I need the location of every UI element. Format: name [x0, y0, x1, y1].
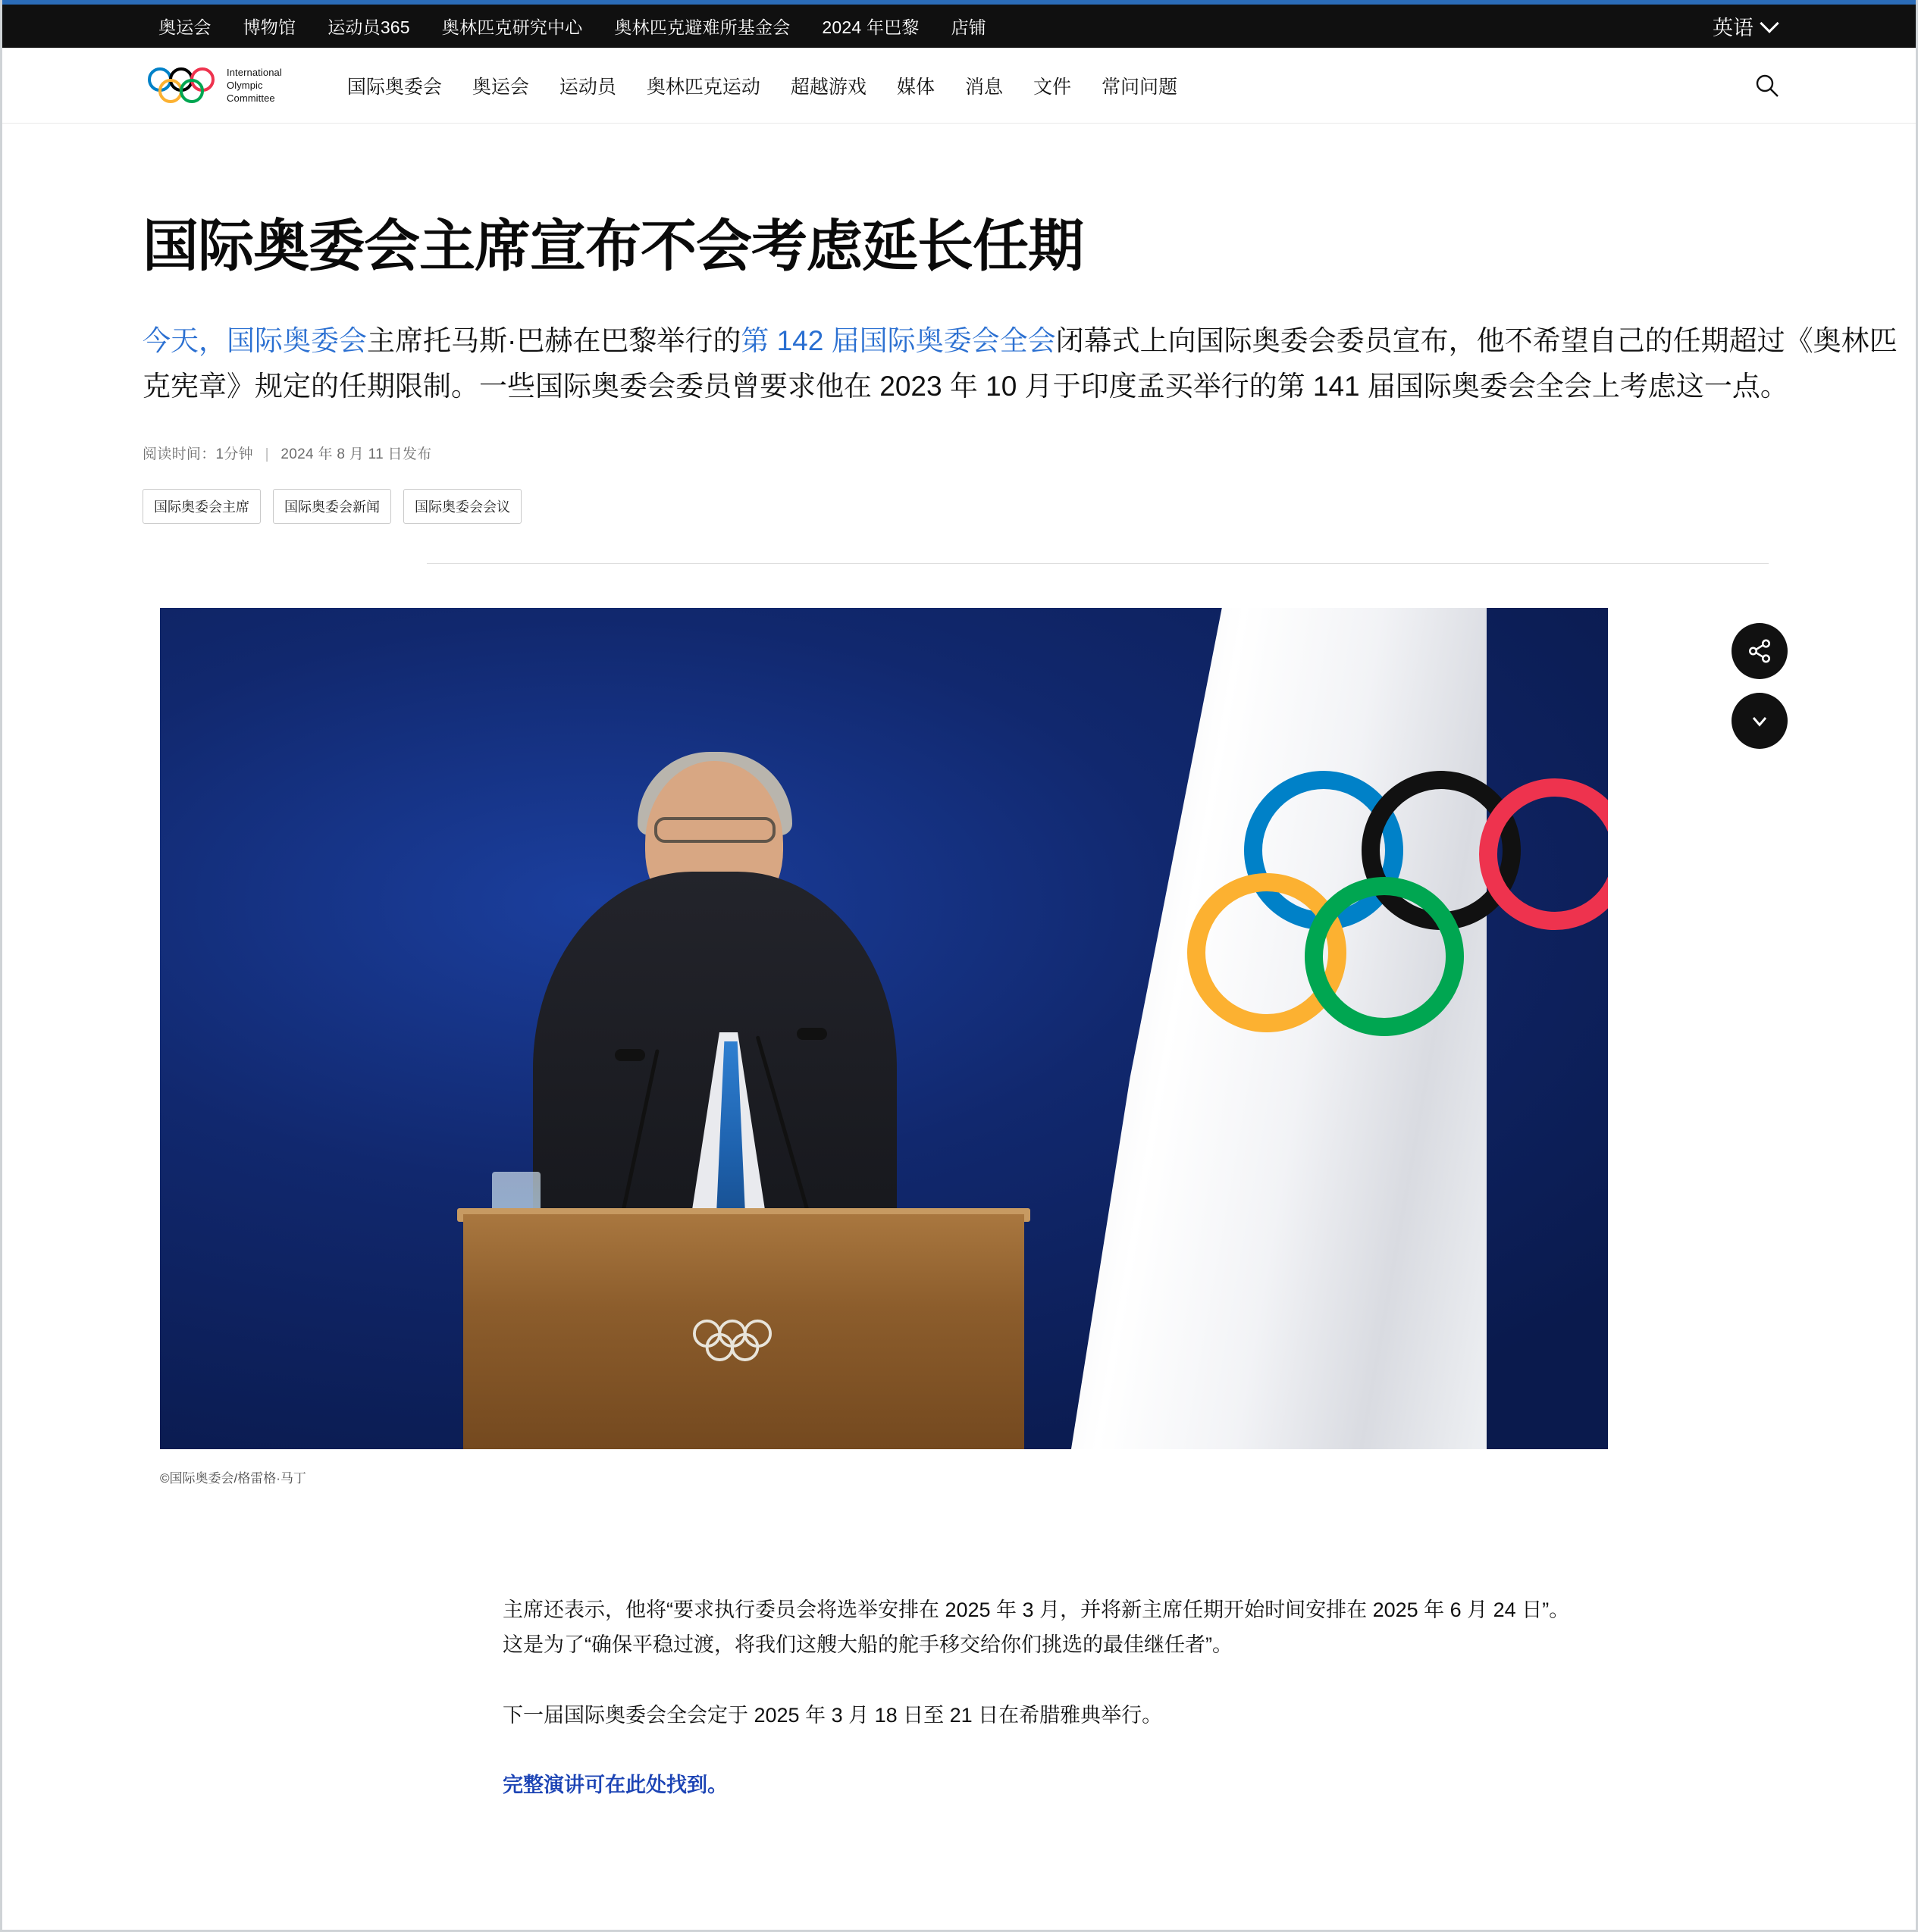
section-divider — [427, 563, 1769, 564]
chevron-down-icon — [1747, 709, 1772, 733]
language-selector[interactable] — [1713, 11, 1890, 41]
article-standfirst — [2, 318, 1918, 409]
utility-link-athlete365[interactable]: 运动员365 — [328, 17, 410, 37]
utility-bar — [2, 5, 1916, 48]
nav-item-olympic-movement[interactable]: 奥林匹克运动 — [646, 76, 760, 98]
reading-time: 阅读时间：1分钟 — [143, 446, 253, 462]
nav-item-athletes[interactable]: 运动员 — [559, 76, 616, 98]
microphone-head-right — [797, 1028, 827, 1040]
utility-link-olympics[interactable]: 奥运会 — [158, 17, 212, 37]
flag-ring-green — [1305, 877, 1464, 1036]
standfirst-link-session[interactable]: 第 142 届国际奥委会全会 — [741, 324, 1056, 356]
nav-item-faq[interactable]: 常问问题 — [1101, 76, 1177, 98]
olympic-rings-icon — [146, 66, 216, 105]
body-paragraph-3 — [503, 1768, 1587, 1802]
standfirst-link-today[interactable]: 今天， — [143, 324, 227, 356]
figure-glasses — [654, 817, 776, 843]
share-button[interactable] — [1732, 623, 1788, 679]
image-credit: ©国际奥委会/格雷格·马丁 — [160, 1470, 306, 1486]
nav-item-news[interactable]: 消息 — [964, 76, 1003, 98]
utility-links — [154, 11, 991, 42]
nav-item-ioc[interactable]: 国际奥委会 — [346, 76, 442, 98]
language-label: 英语 — [1713, 17, 1753, 39]
standfirst-link-ioc[interactable]: 国际奥委会 — [227, 324, 367, 356]
utility-link-paris-2024[interactable]: 2024 年巴黎 — [822, 17, 920, 37]
utility-link-refuge-foundation[interactable]: 奥林匹克避难所基金会 — [614, 17, 791, 37]
body-paragraph-1: 主席还表示，他将“要求执行委员会将选举安排在 2025 年 3 月，并将新主席任期开始时间安排在 2025 年 6 月 24 日”。这是为了“确保平稳过渡，将我们这艘大船的舵手移交给你们挑选的最佳继任者”。 — [503, 1598, 1570, 1657]
article-body — [2, 1592, 1918, 1803]
ioc-logo[interactable] — [146, 66, 282, 105]
nav-item-beyond-the-games[interactable]: 超越游戏 — [790, 76, 867, 98]
brand-line-2: Olympic — [227, 79, 263, 91]
tag-ioc-news[interactable]: 国际奥委会新闻 — [273, 489, 391, 524]
podium-olympic-rings-icon — [660, 1317, 804, 1364]
tag-ioc-session[interactable]: 国际奥委会会议 — [403, 489, 522, 524]
article-meta — [2, 443, 1918, 463]
tag-ioc-president[interactable]: 国际奥委会主席 — [143, 489, 261, 524]
meta-separator: | — [265, 446, 269, 462]
tag-list — [2, 489, 1918, 524]
hero-photo — [160, 608, 1608, 1449]
chevron-down-icon — [1760, 14, 1779, 33]
page-title: 国际奥委会主席宣布不会考虑延长任期 — [143, 214, 1083, 277]
share-toolbar — [1732, 623, 1788, 749]
search-button[interactable] — [1754, 73, 1890, 99]
nav-item-olympic-games[interactable]: 奥运会 — [472, 76, 529, 98]
standfirst-text-1: 主席托马斯·巴赫在巴黎举行的 — [367, 324, 741, 356]
publish-date: 2024 年 8 月 11 日发布 — [280, 446, 432, 462]
utility-link-studies-centre[interactable]: 奥林匹克研究中心 — [441, 17, 583, 37]
body-paragraph-2: 下一届国际奥委会全会定于 2025 年 3 月 18 日至 21 日在希腊雅典举行。 — [503, 1703, 1163, 1727]
standfirst-text-2: 闭幕式上向国际奥委会委员宣布，他不希望自己的任期超过《奥林匹克宪章》规定的任期限制。一些国际奥委会委员曾要求他在 2023 年 10 月于印度孟买举行的第 141 届国际奥委会全会上考虑这一点。 — [143, 324, 1898, 402]
nav-links — [346, 66, 1179, 105]
brand-line-1: International — [227, 66, 282, 78]
utility-link-museum[interactable]: 博物馆 — [243, 17, 296, 37]
brand-line-3: Committee — [227, 92, 275, 105]
utility-link-shop[interactable]: 店铺 — [951, 17, 986, 37]
nav-item-documents[interactable]: 文件 — [1033, 76, 1071, 98]
nav-item-media[interactable]: 媒体 — [896, 76, 935, 98]
article — [2, 213, 1918, 1863]
brand-wordmark — [227, 66, 282, 105]
share-icon — [1747, 638, 1772, 664]
expand-share-button[interactable] — [1732, 693, 1788, 749]
search-icon — [1754, 73, 1780, 99]
hero-image-block — [2, 608, 1918, 1449]
microphone-head-left — [615, 1049, 645, 1061]
full-speech-link[interactable]: 完整演讲可在此处找到。 — [503, 1773, 728, 1796]
main-navigation — [2, 48, 1916, 124]
